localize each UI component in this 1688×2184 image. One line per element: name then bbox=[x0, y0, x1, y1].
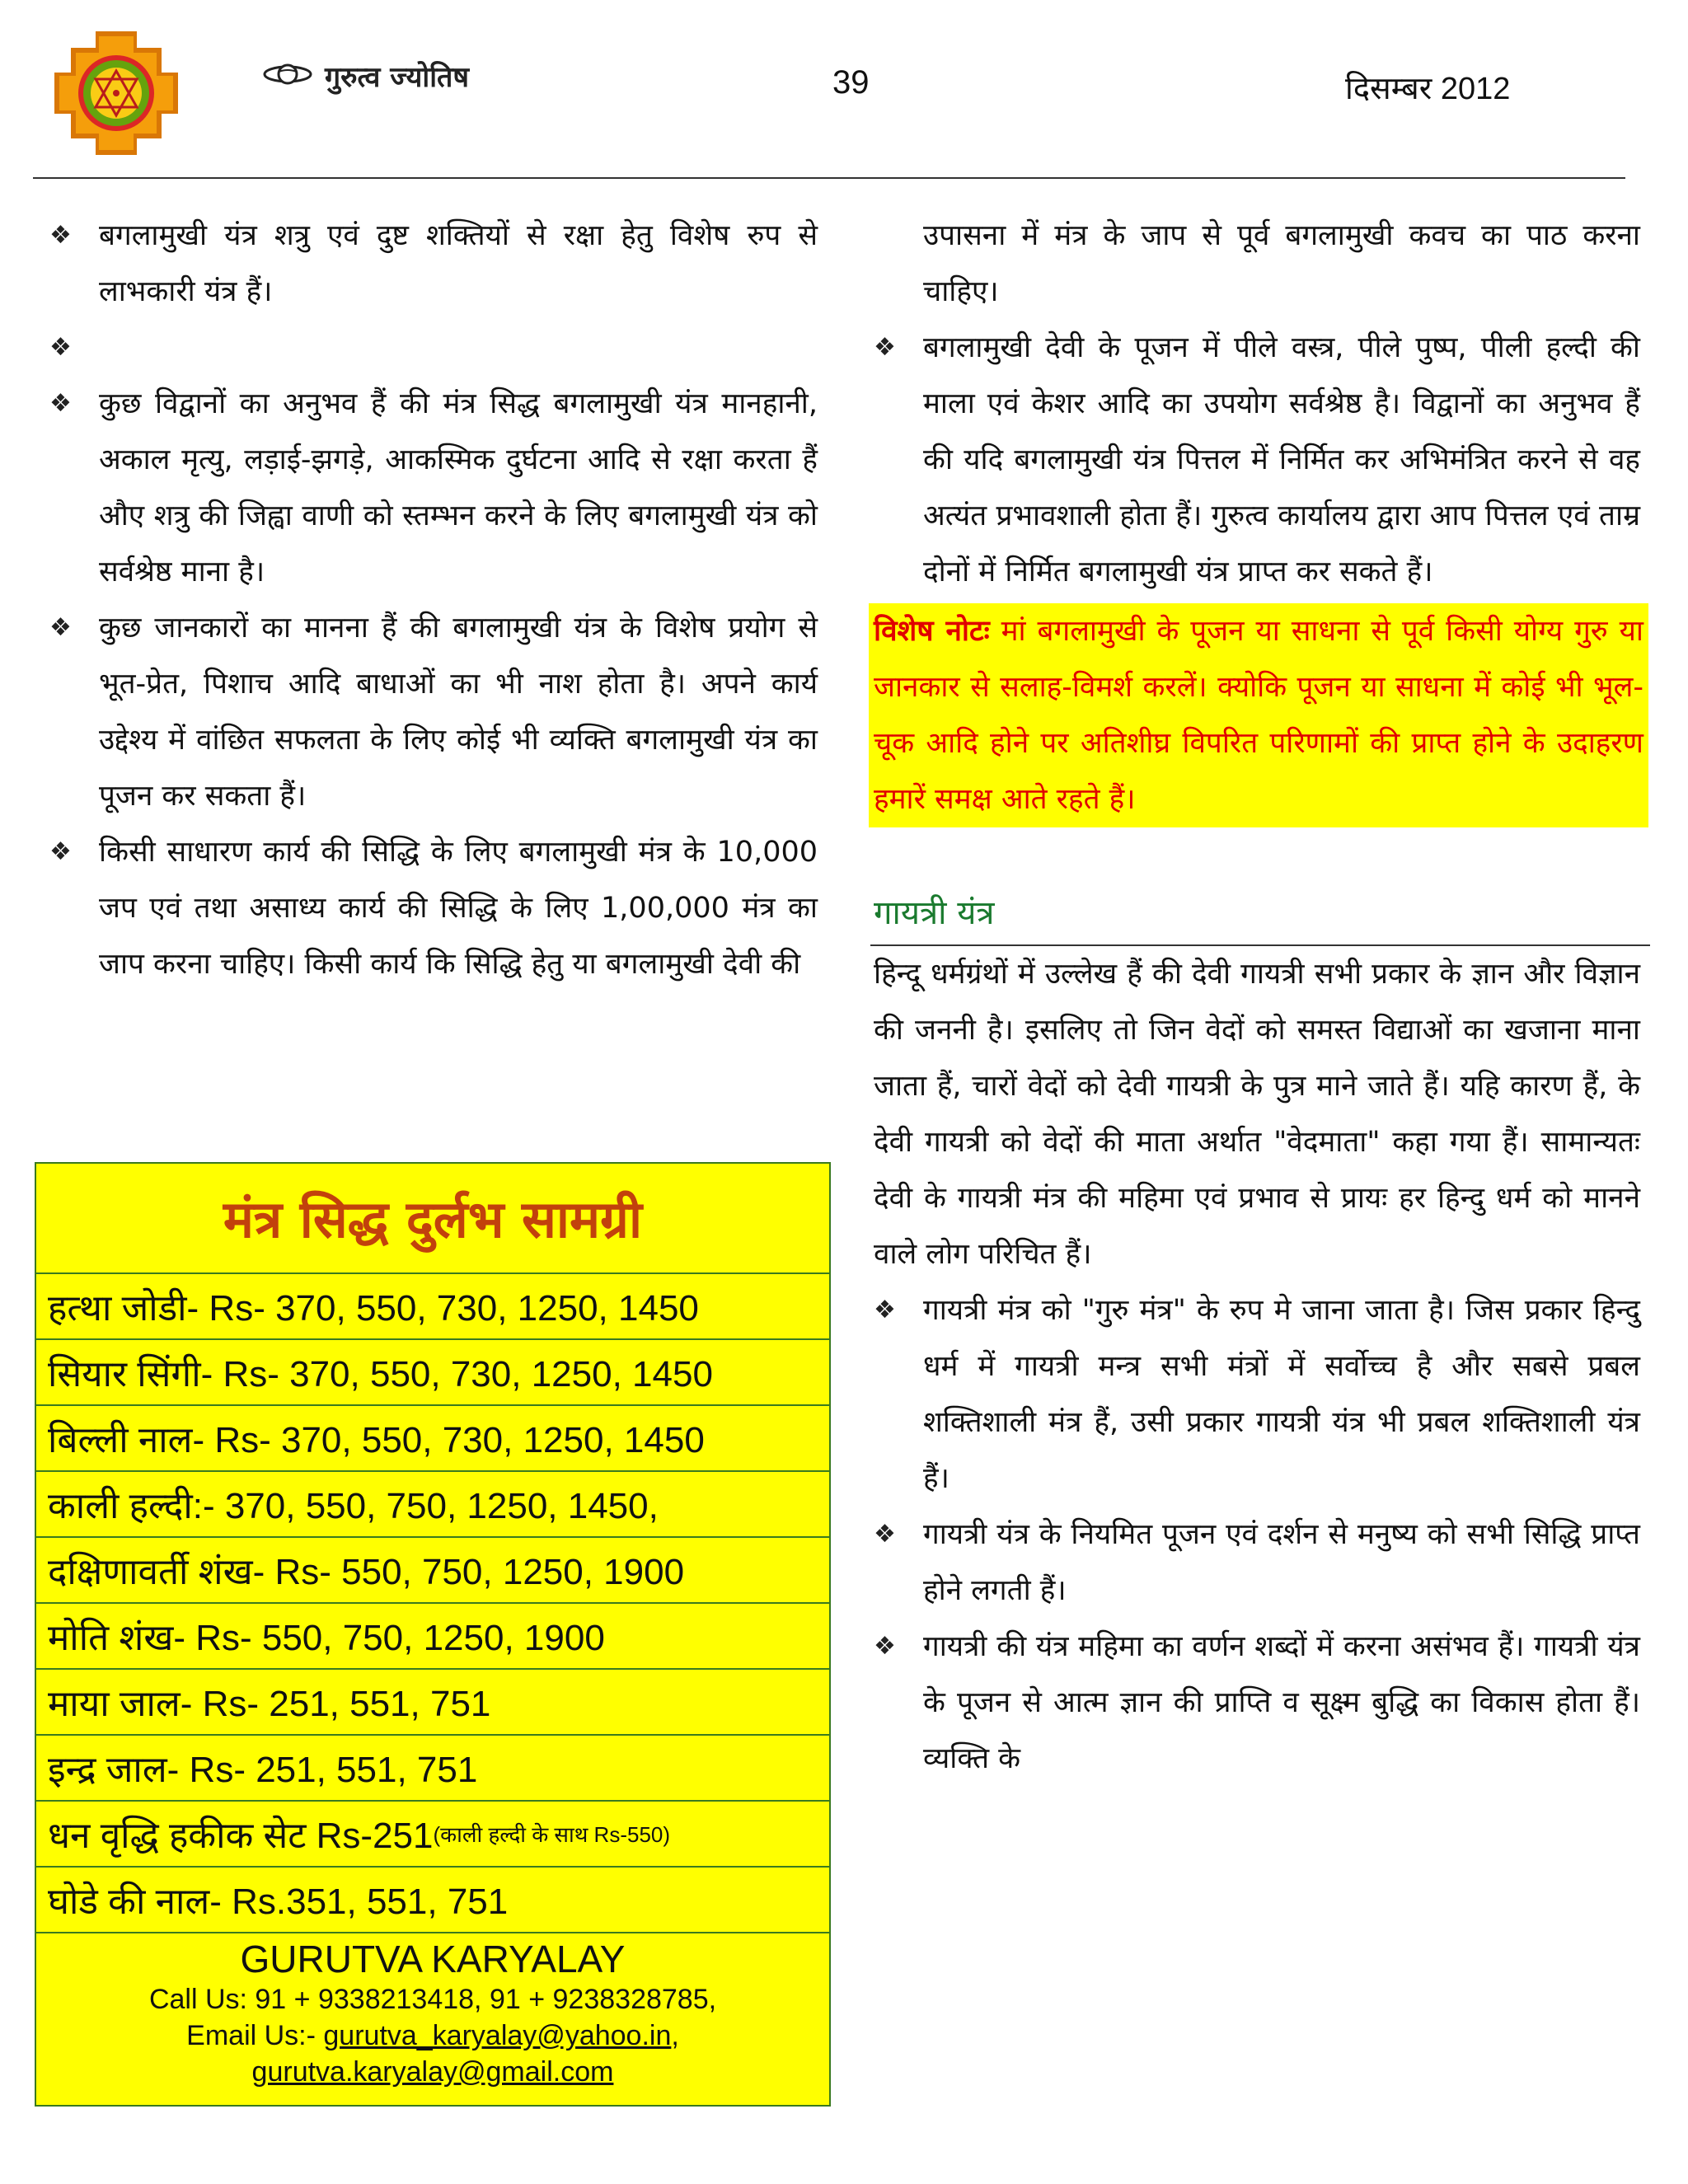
bullet-diamond-icon: ❖ bbox=[874, 1520, 896, 1549]
ad-title: मंत्र सिद्ध दुर्लभ सामग्री bbox=[36, 1164, 829, 1274]
price-row: काली हल्दी:- 370, 550, 750, 1250, 1450, bbox=[36, 1472, 829, 1538]
email-link-yahoo[interactable]: gurutva_karyalay@yahoo.in bbox=[323, 2020, 672, 2051]
left-column bbox=[49, 208, 818, 992]
special-note bbox=[869, 603, 1648, 827]
price-row: मोति शंख- Rs- 550, 750, 1250, 1900 bbox=[36, 1604, 829, 1670]
bullet-diamond-icon: ❖ bbox=[49, 333, 72, 362]
company-name: GURUTVA KARYALAY bbox=[240, 1938, 626, 1980]
brand-name: गुरुत्व ज्योतिष bbox=[325, 61, 470, 94]
list-item: ❖ गायत्री यंत्र के नियमित पूजन एवं दर्शन से मनुष्य को सभी सिद्धि प्राप्त होने लगती हैं। bbox=[874, 1507, 1640, 1619]
planet-icon bbox=[262, 60, 313, 91]
shri-yantra-logo bbox=[54, 31, 178, 155]
bullet-diamond-icon: ❖ bbox=[874, 1632, 896, 1661]
list-item: ❖ गायत्री मंत्र को "गुरु मंत्र" के रुप मे जाना जाता है। जिस प्रकार हिन्दु धर्म में गायत्री मन्त्र सभी मंत्रों में सर्वोच्च है और सबसे प्रबल शक्तिशाली मंत्र हैं, उसी प्रकार गायत्री यंत्र भी प्रबल शक्तिशाली यंत्र हैं। bbox=[874, 1282, 1640, 1507]
price-row: घोडे की नाल- Rs.351, 551, 751 bbox=[36, 1868, 829, 1933]
price-row: सियार सिंगी- Rs- 370, 550, 730, 1250, 1450 bbox=[36, 1340, 829, 1406]
note-text: मां बगलामुखी के पूजन या साधना से पूर्व किसी योग्य गुरु या जानकार से सलाह-विमर्श करलें। क्योकि पूजन या साधना में कोई भी भूल-चूक आदि होने पर अतिशीघ्र विपरित परिणामों की प्राप्त होने के उदाहरण हमारें समक्ष आते रहते हैं। bbox=[874, 615, 1643, 816]
section-paragraph: हिन्दू धर्मग्रंथों में उल्लेख हैं की देवी गायत्री सभी प्रकार के ज्ञान और विज्ञान की जननी है। इसलिए तो जिन वेदों को समस्त विद्याओं का खजाना माना जाता हैं, चारों वेदों को देवी गायत्री के पुत्र माने जाते हैं। यहि कारण हैं, के देवी गायत्री को वेदों की माता अर्थात "वेदमाता" कहा गया हैं। सामान्यतः देवी के गायत्री मंत्र की महिमा एवं प्रभाव से प्रायः हर हिन्दु धर्म को मानने वाले लोग परिचित हैं। bbox=[874, 958, 1640, 1271]
issue-date: दिसम्बर 2012 bbox=[1345, 72, 1511, 106]
price-row: इन्द्र जाल- Rs- 251, 551, 751 bbox=[36, 1736, 829, 1802]
price-note: (काली हल्दी के साथ Rs-550) bbox=[433, 1822, 671, 1847]
list-item: ❖ गायत्री की यंत्र महिमा का वर्णन शब्दों में करना असंभव हैं। गायत्री यंत्र के पूजन से आत्म ज्ञान की प्राप्ति व सूक्ष्म बुद्धि का विकास होता हैं। व्यक्ति के bbox=[874, 1619, 1640, 1787]
bullet-diamond-icon: ❖ bbox=[49, 837, 72, 866]
list-item: ❖ बगलामुखी यंत्र शत्रु एवं दुष्ट शक्तियों से रक्षा हेतु विशेष रुप से लाभकारी यंत्र हैं। bbox=[49, 208, 818, 320]
price-row: माया जाल- Rs- 251, 551, 751 bbox=[36, 1670, 829, 1736]
bullet-diamond-icon: ❖ bbox=[874, 1296, 896, 1324]
price-row: दक्षिणावर्ती शंख- Rs- 550, 750, 1250, 1900 bbox=[36, 1538, 829, 1604]
right-column bbox=[874, 208, 1643, 1787]
list-item: ❖ कुछ विद्वानों का अनुभव हैं की मंत्र सिद्ध बगलामुखी यंत्र मानहानी, अकाल मृत्यु, लड़ाई-झगड़े, आकस्मिक दुर्घटना आदि से रक्षा करता हैं औए शत्रु की जिह्वा वाणी को स्तम्भन करने के लिए बगलामुखी यंत्र को सर्वश्रेष्ठ माना है। bbox=[49, 376, 818, 600]
bullet-diamond-icon: ❖ bbox=[49, 389, 72, 418]
page-number: 39 bbox=[832, 64, 870, 101]
list-item: ❖ किसी साधारण कार्य की सिद्धि के लिए बगलामुखी मंत्र के 10,000 जप एवं तथा असाध्य कार्य की सिद्धि के लिए 1,00,000 मंत्र का जाप करना चाहिए। किसी कार्य कि सिद्धि हेतु या बगलामुखी देवी की bbox=[49, 824, 818, 992]
header-divider bbox=[33, 177, 1625, 179]
email-line-2 bbox=[36, 2054, 829, 2090]
list-item: ❖ कुछ जानकारों का मानना हैं की बगलामुखी यंत्र के विशेष प्रयोग से भूत-प्रेत, पिशाच आदि बाधाओं का भी नाश होता है। अपने कार्य उद्देश्य में वांछित सफलता के लिए कोई भी व्यक्ति बगलामुखी यंत्र का पूजन कर सकता हैं। bbox=[49, 600, 818, 824]
note-label: विशेष नोटः bbox=[874, 615, 990, 648]
continuation-text: उपासना में मंत्र के जाप से पूर्व बगलामुखी कवच का पाठ करना चाहिए। bbox=[923, 219, 1640, 308]
bullet-diamond-icon: ❖ bbox=[874, 333, 896, 362]
bullet-diamond-icon: ❖ bbox=[49, 613, 72, 642]
phone-numbers: Call Us: 91 + 9338213418, 91 + 9238328785, bbox=[148, 1984, 717, 2015]
section-title: गायत्री यंत्र bbox=[874, 894, 995, 932]
email-line: Email Us:- gurutva_karyalay@yahoo.in, bbox=[186, 2020, 679, 2051]
list-item bbox=[49, 320, 818, 376]
advertisement-box bbox=[35, 1162, 831, 2107]
price-row: धन वृद्धि हकीक सेट Rs-251 (काली हल्दी के साथ Rs-550) bbox=[36, 1802, 829, 1868]
price-row: बिल्ली नाल- Rs- 370, 550, 730, 1250, 1450 bbox=[36, 1406, 829, 1472]
bullet-diamond-icon: ❖ bbox=[49, 221, 72, 250]
email-link-gmail[interactable]: gurutva.karyalay@gmail.com bbox=[251, 2056, 614, 2088]
price-row: हत्था जोडी- Rs- 370, 550, 730, 1250, 1450 bbox=[36, 1274, 829, 1340]
list-item: ❖ बगलामुखी देवी के पूजन में पीले वस्त्र, पीले पुष्प, पीली हल्दी की माला एवं केशर आदि का उपयोग सर्वश्रेष्ठ है। विद्वानों का अनुभव हैं की यदि बगलामुखी यंत्र पित्तल में निर्मित कर अभिमंत्रित करने से वह अत्यंत प्रभावशाली होता हैं। गुरुत्व कार्यालय द्वारा आप पित्तल एवं ताम्र दोनों में निर्मित बगलामुखी यंत्र प्राप्त कर सकते हैं। bbox=[874, 320, 1640, 600]
ad-contact bbox=[36, 1937, 829, 2090]
brand bbox=[262, 58, 469, 94]
